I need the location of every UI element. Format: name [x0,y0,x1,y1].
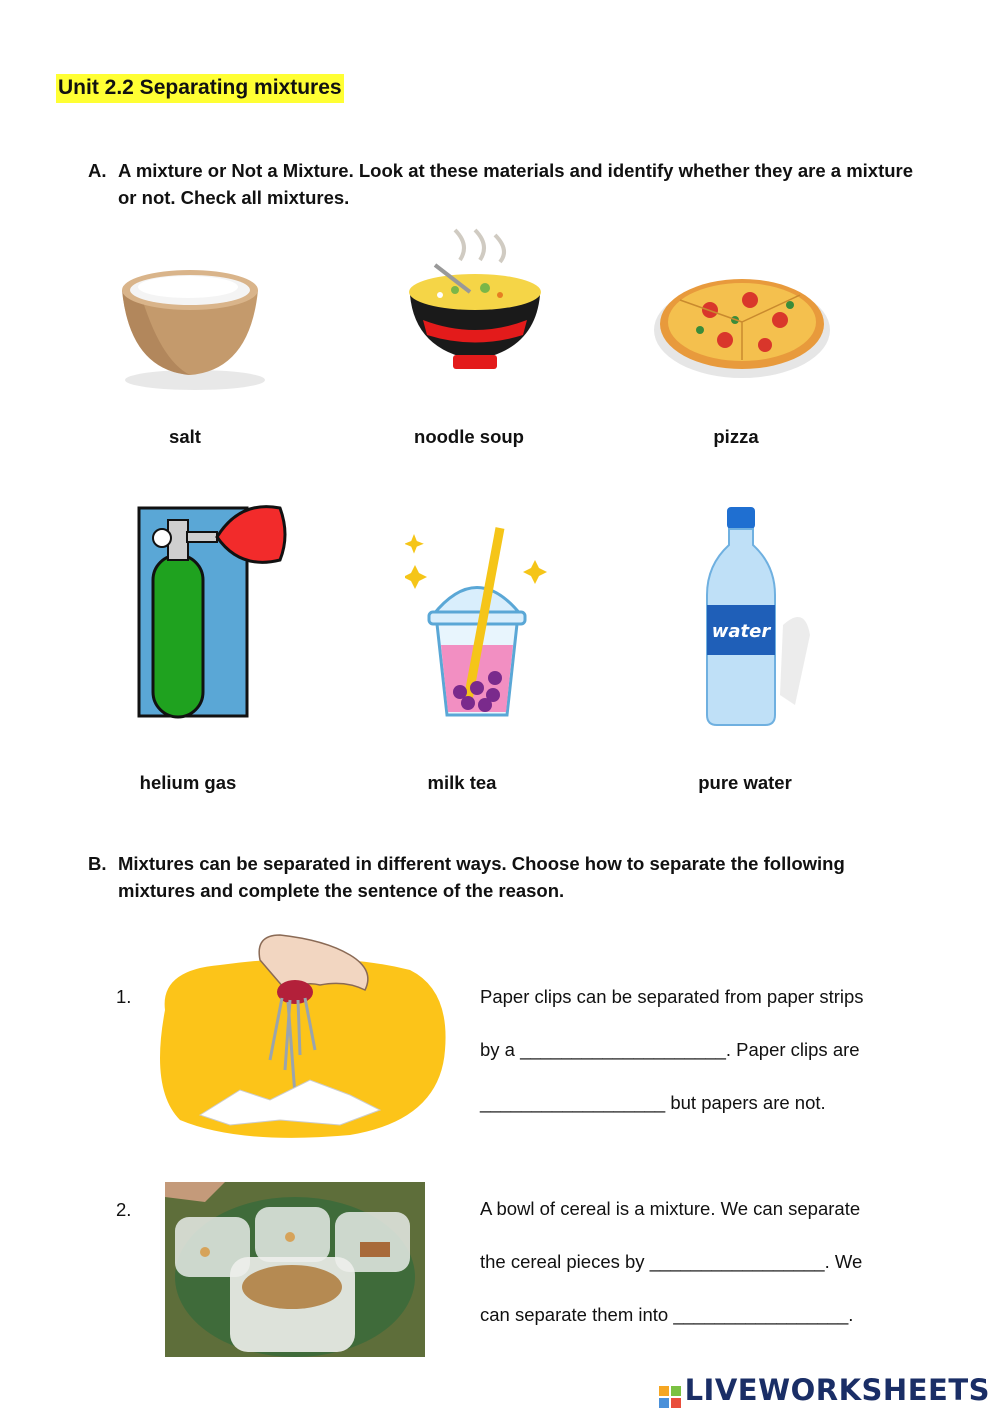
q2-line2-post: . We [824,1251,863,1272]
q1-line3-post: but papers are not. [665,1092,826,1113]
bottle-label-text: water [711,621,771,642]
q1-line2-post: . Paper clips are [725,1039,860,1060]
pizza-icon [650,260,835,385]
item-label-pure-water: pure water [698,772,792,793]
q2-line1: A bowl of cereal is a mixture. We can separate [480,1198,861,1219]
question-1-text [480,970,950,1129]
page-title: Unit 2.2 Separating mixtures [56,74,344,103]
milk-tea-icon [405,520,550,725]
question-1-number: 1. [116,986,132,1007]
water-bottle-icon [695,505,815,730]
section-a-text: A mixture or Not a Mixture. Look at these materials and identify whether they are a mixture or not. Check all mixtures. [118,160,914,208]
q1-line3 [480,1076,950,1129]
q1-blank-1[interactable]: ____________________ [520,1039,726,1060]
q2-line3-pre: can separate them into [480,1304,674,1325]
magnet-paperclips-image [150,930,450,1145]
q2-blank-1[interactable]: _________________ [649,1251,825,1272]
q2-line3-post: . [848,1304,854,1325]
liveworksheets-logo-icon [659,1381,681,1403]
q2-blank-2[interactable]: _________________ [673,1304,849,1325]
salt-bowl-icon [100,230,280,420]
q1-line2 [480,1023,950,1076]
noodle-soup-icon [375,200,575,400]
section-a-letter: A. [88,160,107,181]
section-b-text: Mixtures can be separated in different ways. Choose how to separate the following mixtures and complete the sentence of the reason. [118,853,845,901]
item-label-salt: salt [169,426,201,447]
cereal-sorting-image [165,1182,425,1357]
item-label-pizza: pizza [713,426,759,447]
helium-tank-icon [135,500,295,725]
item-label-milk-tea: milk tea [427,772,497,793]
question-2-number: 2. [116,1199,132,1220]
q2-line2 [480,1235,950,1288]
section-b-instruction [88,850,938,910]
q2-line3 [480,1288,950,1341]
q1-blank-2[interactable]: __________________ [480,1092,666,1113]
question-2-text [480,1182,950,1341]
liveworksheets-logo[interactable] [659,1373,990,1407]
liveworksheets-brand: LIVEWORKSHEETS [684,1373,990,1407]
q1-line2-pre: by a [480,1039,521,1060]
section-b-letter: B. [88,853,107,874]
q1-line1: Paper clips can be separated from paper strips [480,986,864,1007]
item-label-helium-gas: helium gas [139,772,237,793]
q2-line2-pre: the cereal pieces by [480,1251,650,1272]
item-label-noodle-soup: noodle soup [414,426,524,447]
